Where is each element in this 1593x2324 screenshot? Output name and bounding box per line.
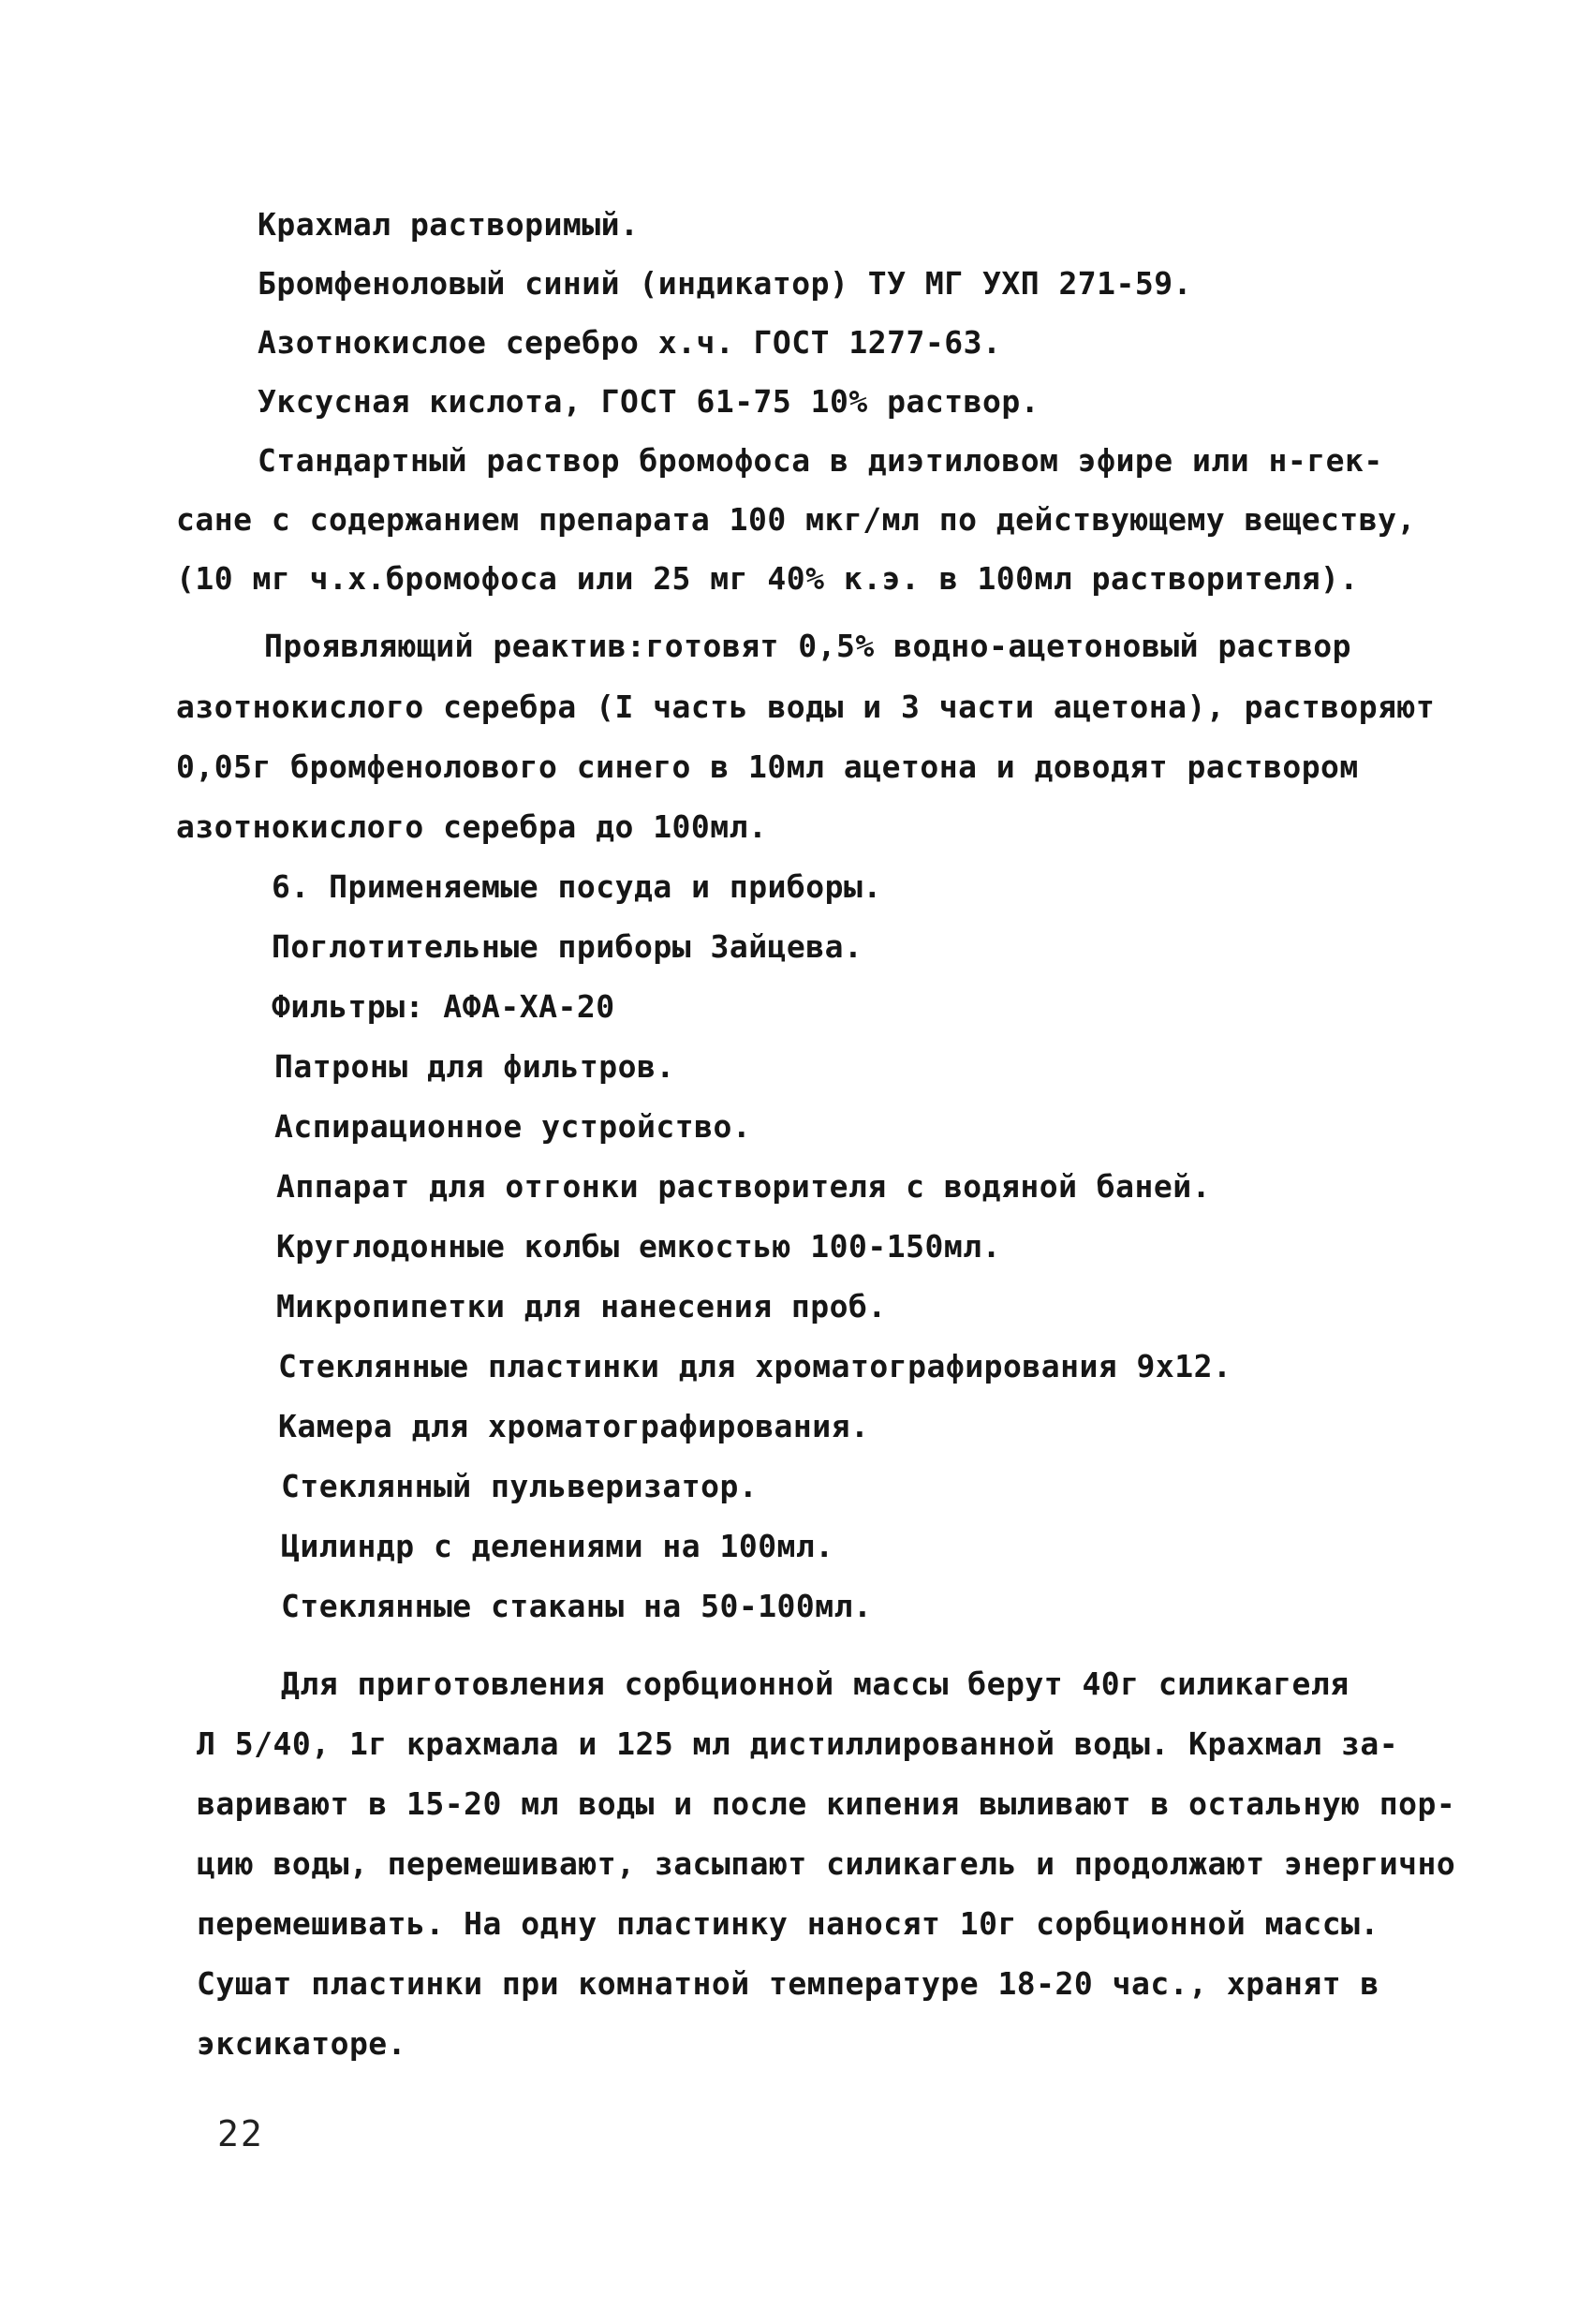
equipment-item: Цилиндр с делениями на 100мл. [281,1528,834,1564]
developer-line-1: Проявляющий реактив:готовят 0,5% водно-ацетоновый раствор [264,628,1351,664]
sorbent-line-4: цию воды, перемешивают, засыпают силикагель и продолжают энергично [197,1845,1456,1882]
standard-solution-line-1: Стандартный раствор бромофоса в диэтиловом эфире или н-гек- [258,442,1383,479]
reagent-starch: Крахмал растворимый. [258,206,640,243]
developer-line-3: 0,05г бромфенолового синего в 10мл ацетона и доводят раствором [176,748,1359,785]
equipment-item: Стеклянный пульверизатор. [281,1468,759,1504]
page-number: 22 [217,2113,264,2154]
equipment-item: Микропипетки для нанесения проб. [276,1288,887,1325]
equipment-item: Стеклянные пластинки для хроматографирования 9х12. [278,1348,1232,1384]
sorbent-line-6: Сушат пластинки при комнатной температуре 18-20 час., хранят в [197,1965,1379,2002]
equipment-item: Камера для хроматографирования. [278,1408,870,1444]
equipment-item: Круглодонные колбы емкостью 100-150мл. [276,1228,1001,1265]
sorbent-line-1: Для приготовления сорбционной массы берут 40г силикагеля [281,1665,1350,1702]
standard-solution-line-2: сане с содержанием препарата 100 мкг/мл по действующему веществу, [176,501,1416,538]
equipment-item: Поглотительные приборы Зайцева. [272,928,863,965]
reagent-silver-nitrate: Азотнокислое серебро х.ч. ГОСТ 1277-63. [258,324,1002,361]
equipment-item: Фильтры: АФА-ХА-20 [272,988,615,1025]
sorbent-line-5: перемешивать. На одну пластинку наносят 10г сорбционной массы. [197,1905,1379,1942]
equipment-item: Аспирационное устройство. [274,1108,752,1145]
developer-line-4: азотнокислого серебра до 100мл. [176,808,768,845]
developer-line-2: азотнокислого серебра (I часть воды и 3 части ацетона), растворяют [176,688,1436,725]
reagent-bromphenol-blue: Бромфеноловый синий (индикатор) ТУ МГ УХП 271-59. [258,265,1193,302]
reagent-acetic-acid: Уксусная кислота, ГОСТ 61-75 10% раствор. [258,383,1040,420]
equipment-item: Аппарат для отгонки растворителя с водяной баней. [276,1168,1212,1205]
section-heading: 6. Применяемые посуда и приборы. [272,868,882,905]
sorbent-line-2: Л 5/40, 1г крахмала и 125 мл дистиллированной воды. Крахмал за- [197,1725,1399,1762]
standard-solution-line-3: (10 мг ч.х.бромофоса или 25 мг 40% к.э. в 100мл растворителя). [176,560,1359,597]
sorbent-line-3: варивают в 15-20 мл воды и после кипения выливают в остальную пор- [197,1785,1456,1822]
equipment-item: Патроны для фильтров. [274,1048,675,1085]
sorbent-line-7: эксикаторе. [197,2025,407,2062]
equipment-item: Стеклянные стаканы на 50-100мл. [281,1588,873,1624]
